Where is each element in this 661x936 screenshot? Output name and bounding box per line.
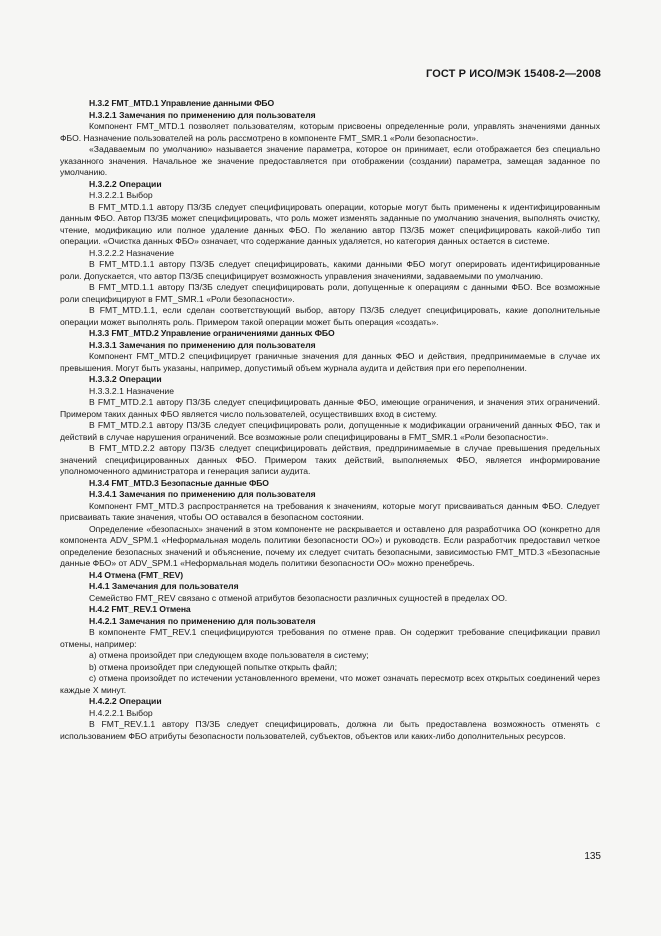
body-paragraph: H.4.2.2.1 Выбор (89, 707, 153, 718)
body-paragraph: В FMT_MTD.1.1 автору ПЗ/ЗБ следует специфицировать операции, которые могут быть применены к идентифицированным данным ФБО. Автор ПЗ/ЗБ может специфицировать, что роль может изменять заданные по умолчанию значения, выполнять очистку, чтение, модификацию или полное удаление данных ФБО. По желанию автор ПЗ/ЗБ может специфицировать какой-либо тип операции. «Очистка данных ФБО» означает, что содержание данных удаляется, но категория данных остается в системе. (60, 201, 600, 246)
body-paragraph: a) отмена произойдет при следующем входе пользователя в систему; (89, 650, 369, 660)
section-heading: H.3.4.1 Замечания по применению для пользователя (89, 489, 316, 499)
body-paragraph: В FMT_MTD.2.1 автору ПЗ/ЗБ следует специфицировать роли, допущенные к модификации ограничений данных ФБО, так и действий в случае нарушения ограничений. Все возможные роли специфицированы в FMT_SMR.1 «Роли безопасности». (60, 420, 600, 442)
section-heading: H.3.3.2 Операции (89, 374, 162, 384)
body-paragraph: В FMT_MTD.2.1 автору ПЗ/ЗБ следует специфицировать данные ФБО, имеющие ограничения, и значения этих ограничений. Примером таких данных ФБО является число пользователей, осуществивших вход в систему. (60, 397, 600, 419)
body-paragraph: c) отмена произойдет по истечении установленного времени, что может означать пересмотр всех открытых соединений через каждые X минут. (60, 673, 600, 695)
page-number: 135 (584, 851, 601, 862)
body-paragraph: В компоненте FMT_REV.1 специфицируются требования по отмене прав. Он содержит требование спецификации правил отмены, например: (60, 627, 600, 649)
section-heading: H.3.3 FMT_MTD.2 Управление ограничениями данных ФБО (89, 328, 335, 338)
body-paragraph: «Задаваемым по умолчанию» называется значение параметра, которое он принимает, если отображается без специально указанного значения. Начальное же значение предоставляется при отображении (создании) параметра, замещая заданное по умолчанию. (60, 144, 600, 177)
body-paragraph: H.3.2.2.2 Назначение (89, 247, 175, 258)
document-body (60, 98, 600, 742)
body-paragraph: В FMT_MTD.2.2 автору ПЗ/ЗБ следует специфицировать действия, предпринимаемые в случае превышения предельных значений специфицированных данных ФБО. Примером таких действий, выполняемых ФБО, является информирование уполномоченного администратора и генерация записи аудита. (60, 443, 600, 476)
body-paragraph: H.3.3.2.1 Назначение (89, 385, 175, 396)
section-heading: H.3.2 FMT_MTD.1 Управление данными ФБО (89, 98, 275, 108)
body-paragraph: Семейство FMT_REV связано с отменой атрибутов безопасности различных сущностей в пределах ОО. (89, 592, 508, 603)
document-code-header: ГОСТ Р ИСО/МЭК 15408-2—2008 (426, 68, 601, 80)
body-paragraph: В FMT_MTD.1.1 автору ПЗ/ЗБ следует специфицировать, какими данными ФБО могут оперировать идентифицированные роли. Допускается, что автор ПЗ/ЗБ специфицирует возможность управления значениями, задаваемыми по умолчанию. (60, 259, 600, 281)
section-heading: H.3.4 FMT_MTD.3 Безопасные данные ФБО (89, 477, 269, 488)
body-paragraph: H.3.2.2.1 Выбор (89, 190, 153, 200)
body-paragraph: В FMT_REV.1.1 автору ПЗ/ЗБ следует специфицировать, должна ли быть предоставлена возможность отменять с использованием ФБО атрибуты безопасности пользователей, субъектов, объектов или каких-либо дополнительных ресурсов. (60, 719, 600, 741)
section-heading: H.4.2.2 Операции (89, 696, 162, 706)
section-heading: H.4.1 Замечания для пользователя (89, 581, 239, 591)
section-heading: H.3.2.1 Замечания по применению для пользователя (89, 109, 316, 120)
section-heading: H.4.2.1 Замечания по применению для пользователя (89, 615, 316, 626)
body-paragraph: Компонент FMT_MTD.3 распространяется на требования к значениям, которые могут присваиваться данным ФБО. Следует присваивать такие значения, чтобы ОО оставался в безопасном состоянии. (60, 500, 600, 522)
body-paragraph: Определение «безопасных» значений в этом компоненте не раскрывается и оставлено для разработчика ОО (конкретно для компонента ADV_SPM.1 «Неформальная модель политики безопасности ОО») и руководств. Если разработчик предоставил четкое определение безопасных значений и объяснение, почему их следует считать безопасными, зависимостью FMT_MTD.3 «Безопасные данные ФБО» от ADV_SPM.1 «Неформальная модель политики безопасности ОО» можно пренебречь. (60, 523, 600, 568)
body-paragraph: Компонент FMT_MTD.1 позволяет пользователям, которым присвоены определенные роли, управлять значениями данных ФБО. Назначение пользователей на роль рассмотрено в компоненте FMT_SMR.1 «Роли безопасности». (60, 121, 600, 143)
body-paragraph: b) отмена произойдет при следующей попытке открыть файл; (89, 661, 337, 672)
section-heading: H.3.3.1 Замечания по применению для пользователя (89, 339, 316, 350)
body-paragraph: Компонент FMT_MTD.2 специфицирует граничные значения для данных ФБО и действия, предпринимаемые в случае их превышения. Могут быть указаны, например, допустимый объем журнала аудита и действия при его переполнении. (60, 351, 600, 373)
section-heading: H.3.2.2 Операции (89, 178, 162, 189)
section-heading: H.4 Отмена (FMT_REV) (89, 569, 183, 580)
section-heading: H.4.2 FMT_REV.1 Отмена (89, 604, 191, 614)
body-paragraph: В FMT_MTD.1.1, если сделан соответствующий выбор, автору ПЗ/ЗБ следует специфицировать, какие дополнительные операции может выполнять роль. Примером такой операции может быть операция «создать». (60, 305, 600, 327)
body-paragraph: В FMT_MTD.1.1 автору ПЗ/ЗБ следует специфицировать роли, допущенные к операциям с данными ФБО. Все возможные роли специфицируют в FMT_SMR.1 «Роли безопасности». (60, 282, 600, 304)
